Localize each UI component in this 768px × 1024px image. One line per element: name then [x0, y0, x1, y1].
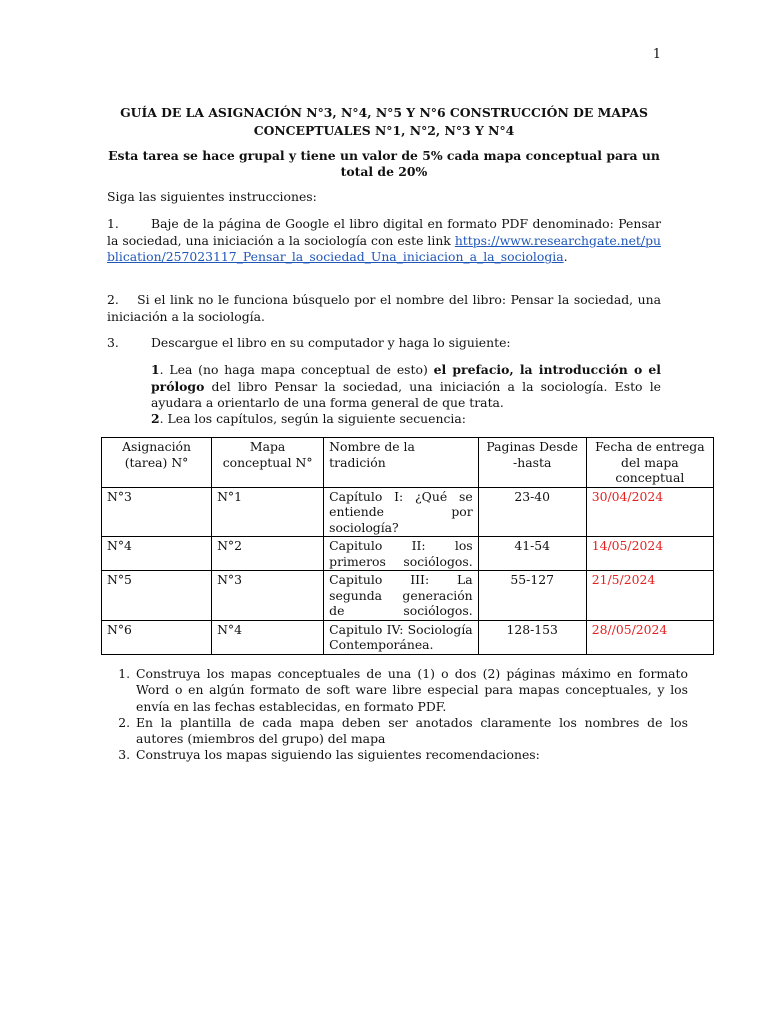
- header-due-date: Fecha de entrega del mapa conceptual: [586, 438, 713, 488]
- cell-map: N°2: [212, 537, 324, 571]
- step-1-text: Baje de la página de Google el libro digital en formato PDF denominado: Pensar la sociedad, una iniciación a la sociología con este link: [107, 216, 661, 248]
- table-row: [102, 487, 714, 537]
- substep-2-text: . Lea los capítulos, según la siguiente secuencia:: [159, 411, 466, 426]
- cell-assignment: N°4: [102, 537, 212, 571]
- document-subtitle: Esta tarea se hace grupal y tiene un valor de 5% cada mapa conceptual para un total de 20%: [108, 148, 660, 179]
- cell-assignment: N°6: [102, 620, 212, 654]
- instructions-list: [107, 666, 688, 764]
- list-item: 1. Construya los mapas conceptuales de una (1) o dos (2) páginas máximo en formato Word o en algún formato de soft ware libre especial para mapas conceptuales, y los envía en las fechas establecidas, en formato PDF.: [134, 666, 688, 715]
- substep-2: [151, 411, 661, 428]
- page-number: 1: [652, 47, 661, 62]
- step-3-number: 3.: [107, 335, 119, 350]
- cell-tradition: Capitulo IV: Sociología Contemporánea.: [324, 620, 479, 654]
- cell-tradition: Capitulo II: los primeros sociólogos.: [324, 537, 479, 571]
- step-2-number: 2.: [107, 292, 119, 307]
- table-header-row: [102, 438, 714, 488]
- step-3: [107, 335, 661, 352]
- substep-1-bold: el prefacio, la introducción o el prólogo: [151, 362, 661, 394]
- step-2: [107, 292, 661, 325]
- cell-due-date: 14/05/2024: [586, 537, 713, 571]
- cell-map: N°1: [212, 487, 324, 537]
- table-row: [102, 537, 714, 571]
- header-map: Mapa conceptual N°: [212, 438, 324, 488]
- cell-due-date: 21/5/2024: [586, 571, 713, 621]
- cell-pages: 128-153: [478, 620, 586, 654]
- list-item: 2. En la plantilla de cada mapa deben ser anotados claramente los nombres de los autores (miembros del grupo) del mapa: [134, 715, 688, 748]
- cell-map: N°4: [212, 620, 324, 654]
- substep-1-text-a: . Lea (no haga mapa conceptual de esto): [159, 362, 434, 377]
- cell-assignment: N°5: [102, 571, 212, 621]
- cell-pages: 41-54: [478, 537, 586, 571]
- header-tradition: Nombre de la tradición: [324, 438, 479, 488]
- cell-pages: 23-40: [478, 487, 586, 537]
- book-link[interactable]: https://www.researchgate.net/publication/257023117_Pensar_la_sociedad_Una_iniciacion_a_la_sociologia: [107, 232, 661, 264]
- step-2-text: Si el link no le funciona búsquelo por el nombre del libro: Pensar la sociedad, una iniciación a la sociología.: [107, 292, 661, 324]
- substep-2-number: 2: [151, 411, 160, 426]
- header-assignment: Asignación (tarea) N°: [102, 438, 212, 488]
- step-1: [107, 216, 661, 266]
- cell-pages: 55-127: [478, 571, 586, 621]
- list-item: 3. Construya los mapas siguiendo las siguientes recomendaciones:: [134, 747, 688, 763]
- cell-tradition: Capítulo I: ¿Qué se entiende por sociología?: [324, 487, 479, 537]
- step-3-text: Descargue el libro en su computador y haga lo siguiente:: [151, 335, 511, 350]
- header-pages: Paginas Desde -hasta: [478, 438, 586, 488]
- table-row: [102, 620, 714, 654]
- substep-1: [151, 362, 661, 412]
- cell-tradition: Capitulo III: La segunda generación de sociólogos.: [324, 571, 479, 621]
- cell-map: N°3: [212, 571, 324, 621]
- chapters-table: [101, 437, 714, 655]
- table-row: [102, 571, 714, 621]
- cell-assignment: N°3: [102, 487, 212, 537]
- step-1-period: .: [563, 249, 568, 264]
- cell-due-date: 28//05/2024: [586, 620, 713, 654]
- substep-1-text-b: del libro Pensar la sociedad, una iniciación a la sociología. Esto le ayudara a orientarlo de una forma general de que trata.: [151, 378, 661, 410]
- document-title: GUÍA DE LA ASIGNACIÓN N°3, N°4, N°5 Y N°6 CONSTRUCCIÓN DE MAPAS CONCEPTUALES N°1, N°2, N°3 Y N°4: [120, 105, 648, 138]
- intro-text: Siga las siguientes instrucciones:: [107, 189, 317, 204]
- step-1-number: 1.: [107, 216, 119, 231]
- cell-due-date: 30/04/2024: [586, 487, 713, 537]
- substep-1-number: 1: [151, 362, 160, 377]
